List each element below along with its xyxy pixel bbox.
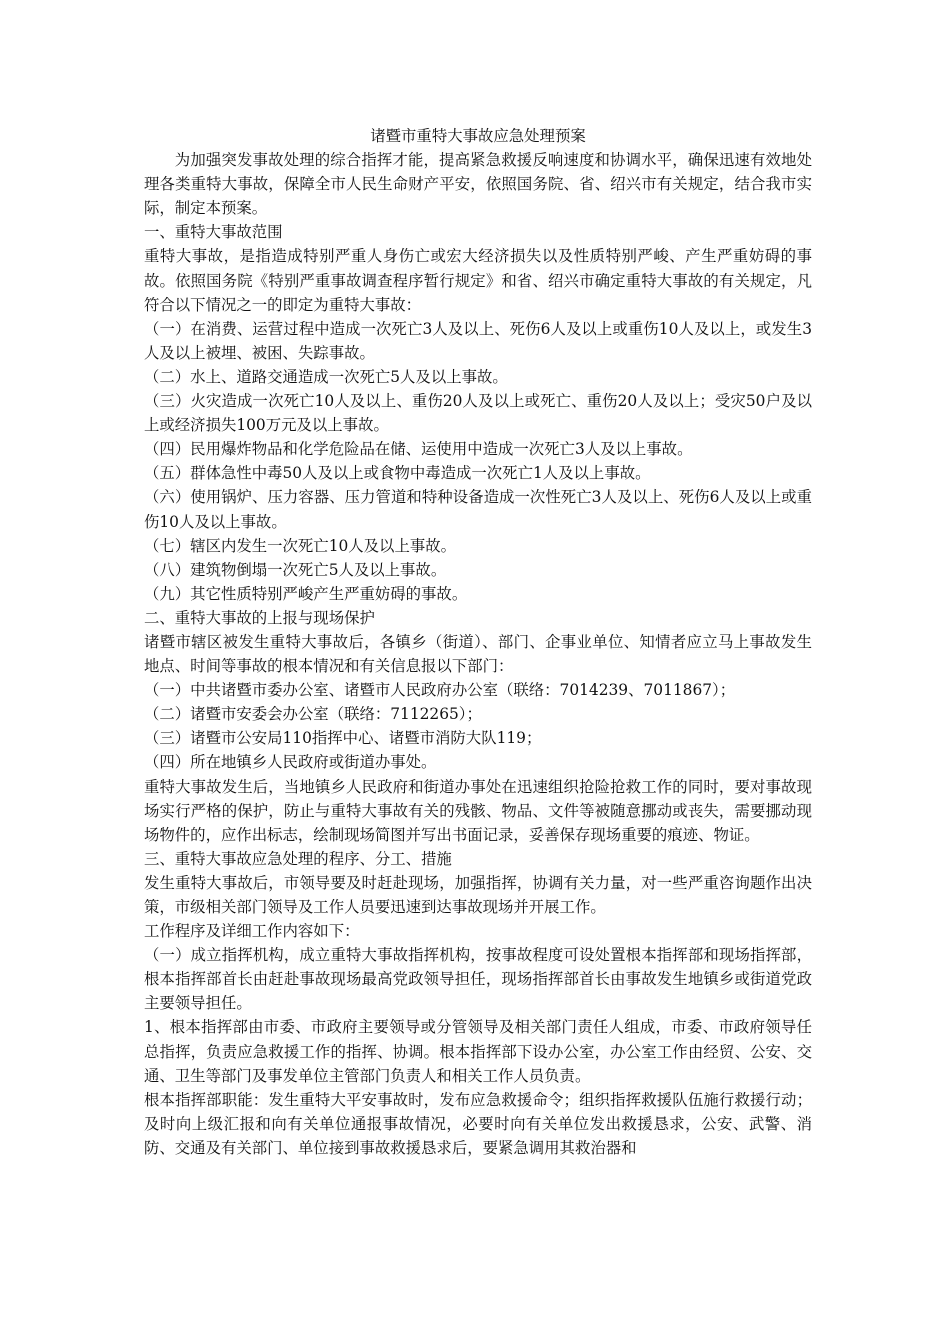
document-paragraph: （三）诸暨市公安局110指挥中心、诸暨市消防大队119；	[144, 729, 542, 748]
document-paragraph: （三）火灾造成一次死亡10人及以上、重伤20人及以上或死亡、重伤20人及以上；受灾50户及以上或经济损失100万元及以上事故。	[144, 392, 812, 435]
document-paragraph: 根本指挥部职能：发生重特大平安事故时，发布应急救援命令；组织指挥救援队伍施行救援行动；及时向上级汇报和向有关单位通报事故情况，必要时向有关单位发出救援恳求，公安、武警、消防、交通及有关部门、单位接到事故救援恳求后，要紧急调用其救治器和	[144, 1090, 812, 1157]
document-paragraph: （二）水上、道路交通造成一次死亡5人及以上事故。	[144, 367, 508, 386]
document-paragraph: （二）诸暨市安委会办公室（联络：7112265）；	[144, 705, 482, 724]
document-paragraph: （八）建筑物倒塌一次死亡5人及以上事故。	[144, 560, 447, 579]
document-paragraph: （九）其它性质特别严峻产生严重妨碍的事故。	[144, 584, 468, 603]
document-paragraph: 二、重特大事故的上报与现场保护	[144, 608, 375, 627]
document-paragraph: 为加强突发事故处理的综合指挥才能，提高紧急救援反响速度和协调水平，确保迅速有效地处理各类重特大事故，保障全市人民生命财产平安，依照国务院、省、绍兴市有关规定，结合我市实际，制定本预案。	[144, 151, 812, 218]
document-paragraph: 工作程序及详细工作内容如下：	[144, 922, 360, 941]
document-paragraph: （六）使用锅炉、压力容器、压力管道和特种设备造成一次性死亡3人及以上、死伤6人及以上或重伤10人及以上事故。	[144, 488, 812, 531]
document-paragraph: （五）群体急性中毒50人及以上或食物中毒造成一次死亡1人及以上事故。	[144, 464, 651, 483]
document-page	[144, 124, 812, 1160]
document-paragraph: 一、重特大事故范围	[144, 223, 283, 242]
document-paragraph: 重特大事故发生后，当地镇乡人民政府和街道办事处在迅速组织抢险抢救工作的同时，要对事故现场实行严格的保护，防止与重特大事故有关的残骸、物品、文件等被随意挪动或丧失，需要挪动现场物件的，应作出标志，绘制现场简图并写出书面记录，妥善保存现场重要的痕迹、物证。	[144, 777, 812, 844]
document-paragraph: 重特大事故，是指造成特别严重人身伤亡或宏大经济损失以及性质特别严峻、产生严重妨碍的事故。依照国务院《特别严重事故调查程序暂行规定》和省、绍兴市确定重特大事故的有关规定，凡符合以下情况之一的即定为重特大事故：	[144, 247, 812, 314]
document-paragraph: （四）民用爆炸物品和化学危险品在储、运使用中造成一次死亡3人及以上事故。	[144, 440, 693, 459]
document-body	[144, 148, 812, 1160]
document-paragraph: （一）在消费、运营过程中造成一次死亡3人及以上、死伤6人及以上或重伤10人及以上，或发生3人及以上被埋、被困、失踪事故。	[144, 319, 812, 362]
document-paragraph: （四）所在地镇乡人民政府或街道办事处。	[144, 753, 437, 772]
document-paragraph: （一）中共诸暨市委办公室、诸暨市人民政府办公室（联络：7014239、7011867）；	[144, 681, 736, 700]
document-paragraph: 发生重特大事故后，市领导要及时赶赴现场，加强指挥，协调有关力量，对一些严重咨询题作出决策，市级相关部门领导及工作人员要迅速到达事故现场并开展工作。	[144, 873, 812, 916]
document-paragraph: （七）辖区内发生一次死亡10人及以上事故。	[144, 536, 457, 555]
document-paragraph: 1、根本指挥部由市委、市政府主要领导或分管领导及相关部门责任人组成，市委、市政府领导任总指挥，负责应急救援工作的指挥、协调。根本指挥部下设办公室，办公室工作由经贸、公安、交通、卫生等部门及事发单位主管部门负责人和相关工作人员负责。	[144, 1018, 812, 1085]
document-title: 诸暨市重特大事故应急处理预案	[370, 127, 586, 145]
document-paragraph: （一）成立指挥机构，成立重特大事故指挥机构，按事故程度可设处置根本指挥部和现场指挥部，根本指挥部首长由赶赴事故现场最高党政领导担任，现场指挥部首长由事故发生地镇乡或街道党政主要领导担任。	[144, 946, 812, 1013]
document-paragraph: 三、重特大事故应急处理的程序、分工、措施	[144, 849, 452, 868]
document-paragraph: 诸暨市辖区被发生重特大事故后，各镇乡（街道）、部门、企事业单位、知情者应立马上事故发生地点、时间等事故的根本情况和有关信息报以下部门：	[144, 632, 812, 676]
